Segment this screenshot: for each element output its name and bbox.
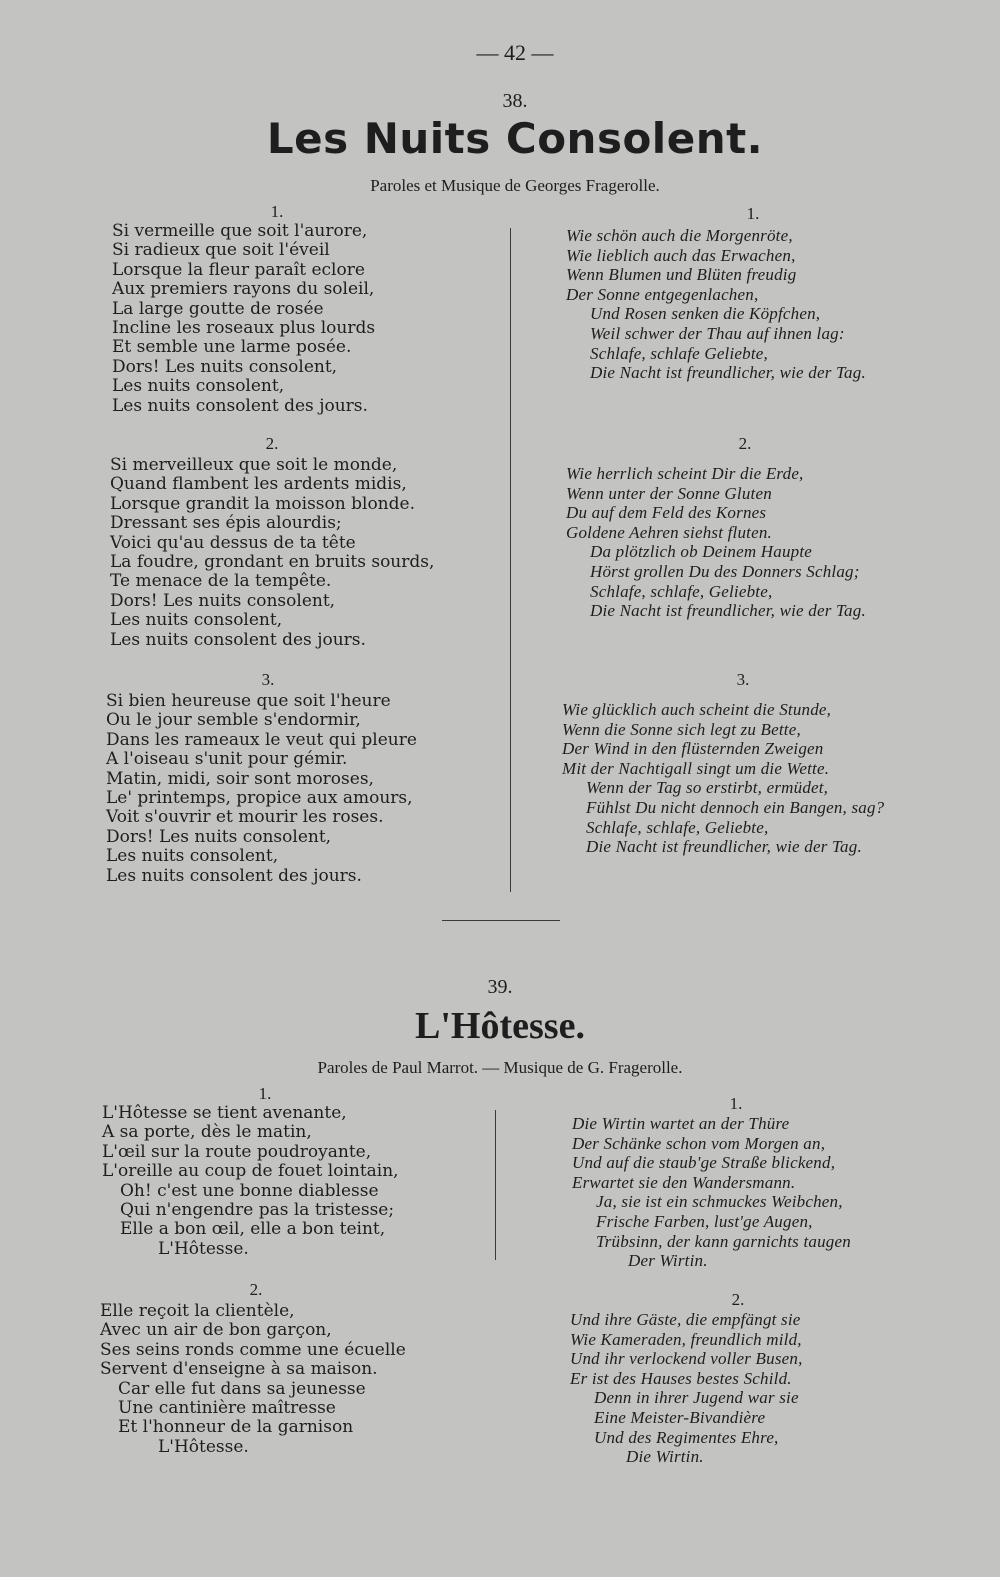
verse-line: Les nuits consolent, — [110, 610, 283, 631]
verse-line: Trübsinn, der kann garnichts taugen — [596, 1231, 851, 1251]
song-title: Les Nuits Consolent. — [266, 114, 764, 163]
verse-line: Car elle fut dans sa jeunesse — [118, 1378, 366, 1399]
verse-line: La large goutte de rosée — [112, 298, 324, 319]
verse-line: Wie schön auch die Morgenröte, — [566, 226, 793, 245]
verse-number: 1. — [258, 1084, 272, 1103]
verse-line: Dors! Les nuits consolent, — [110, 590, 336, 611]
verse-line: Et l'honneur de la garnison — [118, 1417, 354, 1438]
verse-line: Er ist des Hauses bestes Schild. — [570, 1368, 792, 1388]
verse-line: Wie glücklich auch scheint die Stunde, — [562, 700, 832, 719]
verse-line: Die Nacht ist freundlicher, wie der Tag. — [586, 837, 862, 857]
verse-line: La foudre, grondant en bruits sourds, — [110, 551, 435, 572]
song-number: 39. — [487, 976, 513, 998]
verse-line: Erwartet sie den Wandersmann. — [572, 1172, 796, 1192]
verse-line: Incline les roseaux plus lourds — [112, 317, 376, 338]
verse-number: 2. — [731, 1290, 745, 1309]
verse-number: 2. — [249, 1280, 263, 1299]
verse-line: Te menace de la tempête. — [110, 571, 332, 592]
song-credit: Paroles et Musique de Georges Fragerolle. — [370, 176, 660, 195]
verse-line: Ses seins ronds comme une écuelle — [100, 1339, 406, 1360]
verse-line: Der Wirtin. — [628, 1251, 708, 1271]
verse-line: L'Hôtesse. — [158, 1238, 249, 1259]
verse-line: Dans les rameaux le veut qui pleure — [106, 729, 417, 750]
verse-line: L'Hôtesse. — [158, 1436, 249, 1457]
verse-line: Matin, midi, soir sont moroses, — [106, 768, 374, 789]
verse-line: Die Wirtin wartet an der Thüre — [572, 1114, 790, 1133]
verse-line: Und des Regimentes Ehre, — [594, 1427, 779, 1447]
verse-line: Elle reçoit la clientèle, — [100, 1301, 295, 1321]
verse-line: Voit s'ouvrir et mourir les roses. — [106, 807, 384, 828]
verse-line: Lorsque la fleur paraît eclore — [112, 259, 365, 280]
verse-line: Ou le jour semble s'endormir, — [106, 710, 361, 731]
verse-line: Les nuits consolent des jours. — [112, 395, 368, 416]
verse-line: Ja, sie ist ein schmuckes Weibchen, — [596, 1192, 843, 1212]
french-verse — [100, 1302, 406, 1457]
verse-line: Une cantinière maîtresse — [118, 1397, 336, 1418]
verse-number: 3. — [736, 670, 750, 689]
verse-line: Lorsque grandit la moisson blonde. — [110, 493, 415, 514]
song-title: L'Hôtesse. — [415, 1005, 585, 1047]
verse-line: Fühlst Du nicht dennoch ein Bangen, sag? — [586, 797, 885, 817]
verse-line: Wenn der Tag so erstirbt, ermüdet, — [586, 778, 829, 798]
verse-line: Frische Farben, lust'ge Augen, — [596, 1211, 813, 1231]
verse-line: Und ihr verlockend voller Busen, — [570, 1349, 803, 1369]
verse-line: Weil schwer der Thau auf ihnen lag: — [590, 323, 845, 343]
german-verse — [570, 1310, 803, 1467]
verse-line: Les nuits consolent, — [112, 376, 285, 397]
column-divider — [510, 228, 511, 892]
verse-line: Oh! c'est une bonne diablesse — [120, 1180, 379, 1201]
verse-line: L'Hôtesse se tient avenante, — [102, 1103, 347, 1123]
verse-line: Dors! Les nuits consolent, — [106, 826, 332, 847]
verse-line: Schlafe, schlafe, Geliebte, — [586, 817, 769, 837]
french-verse — [102, 1104, 399, 1259]
verse-line: Und Rosen senken die Köpfchen, — [590, 304, 821, 324]
verse-line: Denn in ihrer Jugend war sie — [594, 1388, 799, 1408]
verse-number: 1. — [729, 1094, 743, 1113]
verse-line: Mit der Nachtigall singt um die Wette. — [562, 758, 830, 778]
verse-number: 2. — [265, 434, 279, 453]
verse-line: Si vermeille que soit l'aurore, — [112, 221, 368, 241]
verse-line: A l'oiseau s'unit pour gémir. — [106, 749, 348, 770]
verse-line: Les nuits consolent, — [106, 846, 279, 867]
verse-line: Wenn die Sonne sich legt zu Bette, — [562, 719, 801, 739]
verse-line: Du auf dem Feld des Kornes — [566, 503, 767, 523]
verse-line: L'oreille au coup de fouet lointain, — [102, 1161, 399, 1182]
verse-line: Und ihre Gäste, die empfängt sie — [570, 1310, 801, 1329]
german-verse — [566, 464, 866, 621]
verse-line: Dressant ses épis alourdis; — [110, 513, 342, 534]
verse-line: Qui n'engendre pas la tristesse; — [120, 1199, 395, 1220]
verse-line: Schlafe, schlafe Geliebte, — [590, 343, 768, 363]
verse-line: Les nuits consolent des jours. — [106, 865, 362, 886]
verse-line: Die Nacht ist freundlicher, wie der Tag. — [590, 363, 866, 383]
french-verse — [106, 692, 417, 886]
verse-line: Eine Meister-Bivandière — [594, 1407, 766, 1427]
verse-line: Les nuits consolent des jours. — [110, 629, 366, 650]
verse-line: Avec un air de bon garçon, — [100, 1320, 332, 1341]
verse-line: Wenn Blumen und Blüten freudig — [566, 265, 797, 285]
column-divider — [495, 1110, 496, 1260]
verse-line: Wie lieblich auch das Erwachen, — [566, 245, 796, 265]
verse-line: Schlafe, schlafe, Geliebte, — [590, 581, 773, 601]
verse-number: 2. — [738, 434, 752, 453]
page-number: — 42 — — [476, 40, 554, 65]
verse-line: Wenn unter der Sonne Gluten — [566, 483, 772, 503]
verse-line: Die Nacht ist freundlicher, wie der Tag. — [590, 601, 866, 621]
verse-line: Da plötzlich ob Deinem Haupte — [590, 542, 813, 562]
verse-line: Der Sonne entgegenlachen, — [566, 284, 759, 304]
verse-line: Aux premiers rayons du soleil, — [112, 279, 375, 300]
verse-line: Hörst grollen Du des Donners Schlag; — [590, 561, 860, 581]
verse-line: Si bien heureuse que soit l'heure — [106, 691, 391, 711]
french-verse — [110, 456, 434, 650]
verse-line: Wie herrlich scheint Dir die Erde, — [566, 464, 804, 483]
verse-line: Elle a bon œil, elle a bon teint, — [120, 1219, 386, 1240]
verse-line: Goldene Aehren siehst fluten. — [566, 522, 772, 542]
french-verse — [112, 222, 375, 416]
song-credit: Paroles de Paul Marrot. — Musique de G. Fragerolle. — [317, 1058, 683, 1077]
section-separator — [442, 920, 560, 921]
verse-line: Der Schänke schon vom Morgen an, — [572, 1133, 826, 1153]
verse-line: Wie Kameraden, freundlich mild, — [570, 1329, 802, 1349]
verse-line: L'œil sur la route poudroyante, — [102, 1141, 372, 1162]
song-number: 38. — [502, 90, 528, 112]
verse-line: Voici qu'au dessus de ta tête — [110, 532, 356, 553]
verse-line: Die Wirtin. — [626, 1447, 704, 1467]
verse-line: Der Wind in den flüsternden Zweigen — [562, 739, 824, 759]
verse-line: Servent d'enseigne à sa maison. — [100, 1359, 378, 1380]
verse-line: A sa porte, dès le matin, — [102, 1122, 312, 1143]
verse-number: 1. — [746, 204, 760, 223]
verse-line: Quand flambent les ardents midis, — [110, 474, 407, 495]
verse-line: Dors! Les nuits consolent, — [112, 356, 338, 377]
verse-number: 1. — [270, 202, 284, 221]
verse-number: 3. — [261, 670, 275, 689]
verse-line: Und auf die staub'ge Straße blickend, — [572, 1153, 836, 1173]
verse-line: Si radieux que soit l'éveil — [112, 240, 330, 261]
verse-line: Le' printemps, propice aux amours, — [106, 787, 413, 808]
german-verse — [572, 1114, 851, 1271]
german-verse — [566, 226, 866, 383]
german-verse — [562, 700, 884, 857]
verse-line: Si merveilleux que soit le monde, — [110, 455, 398, 475]
verse-line: Et semble une larme posée. — [112, 337, 352, 358]
